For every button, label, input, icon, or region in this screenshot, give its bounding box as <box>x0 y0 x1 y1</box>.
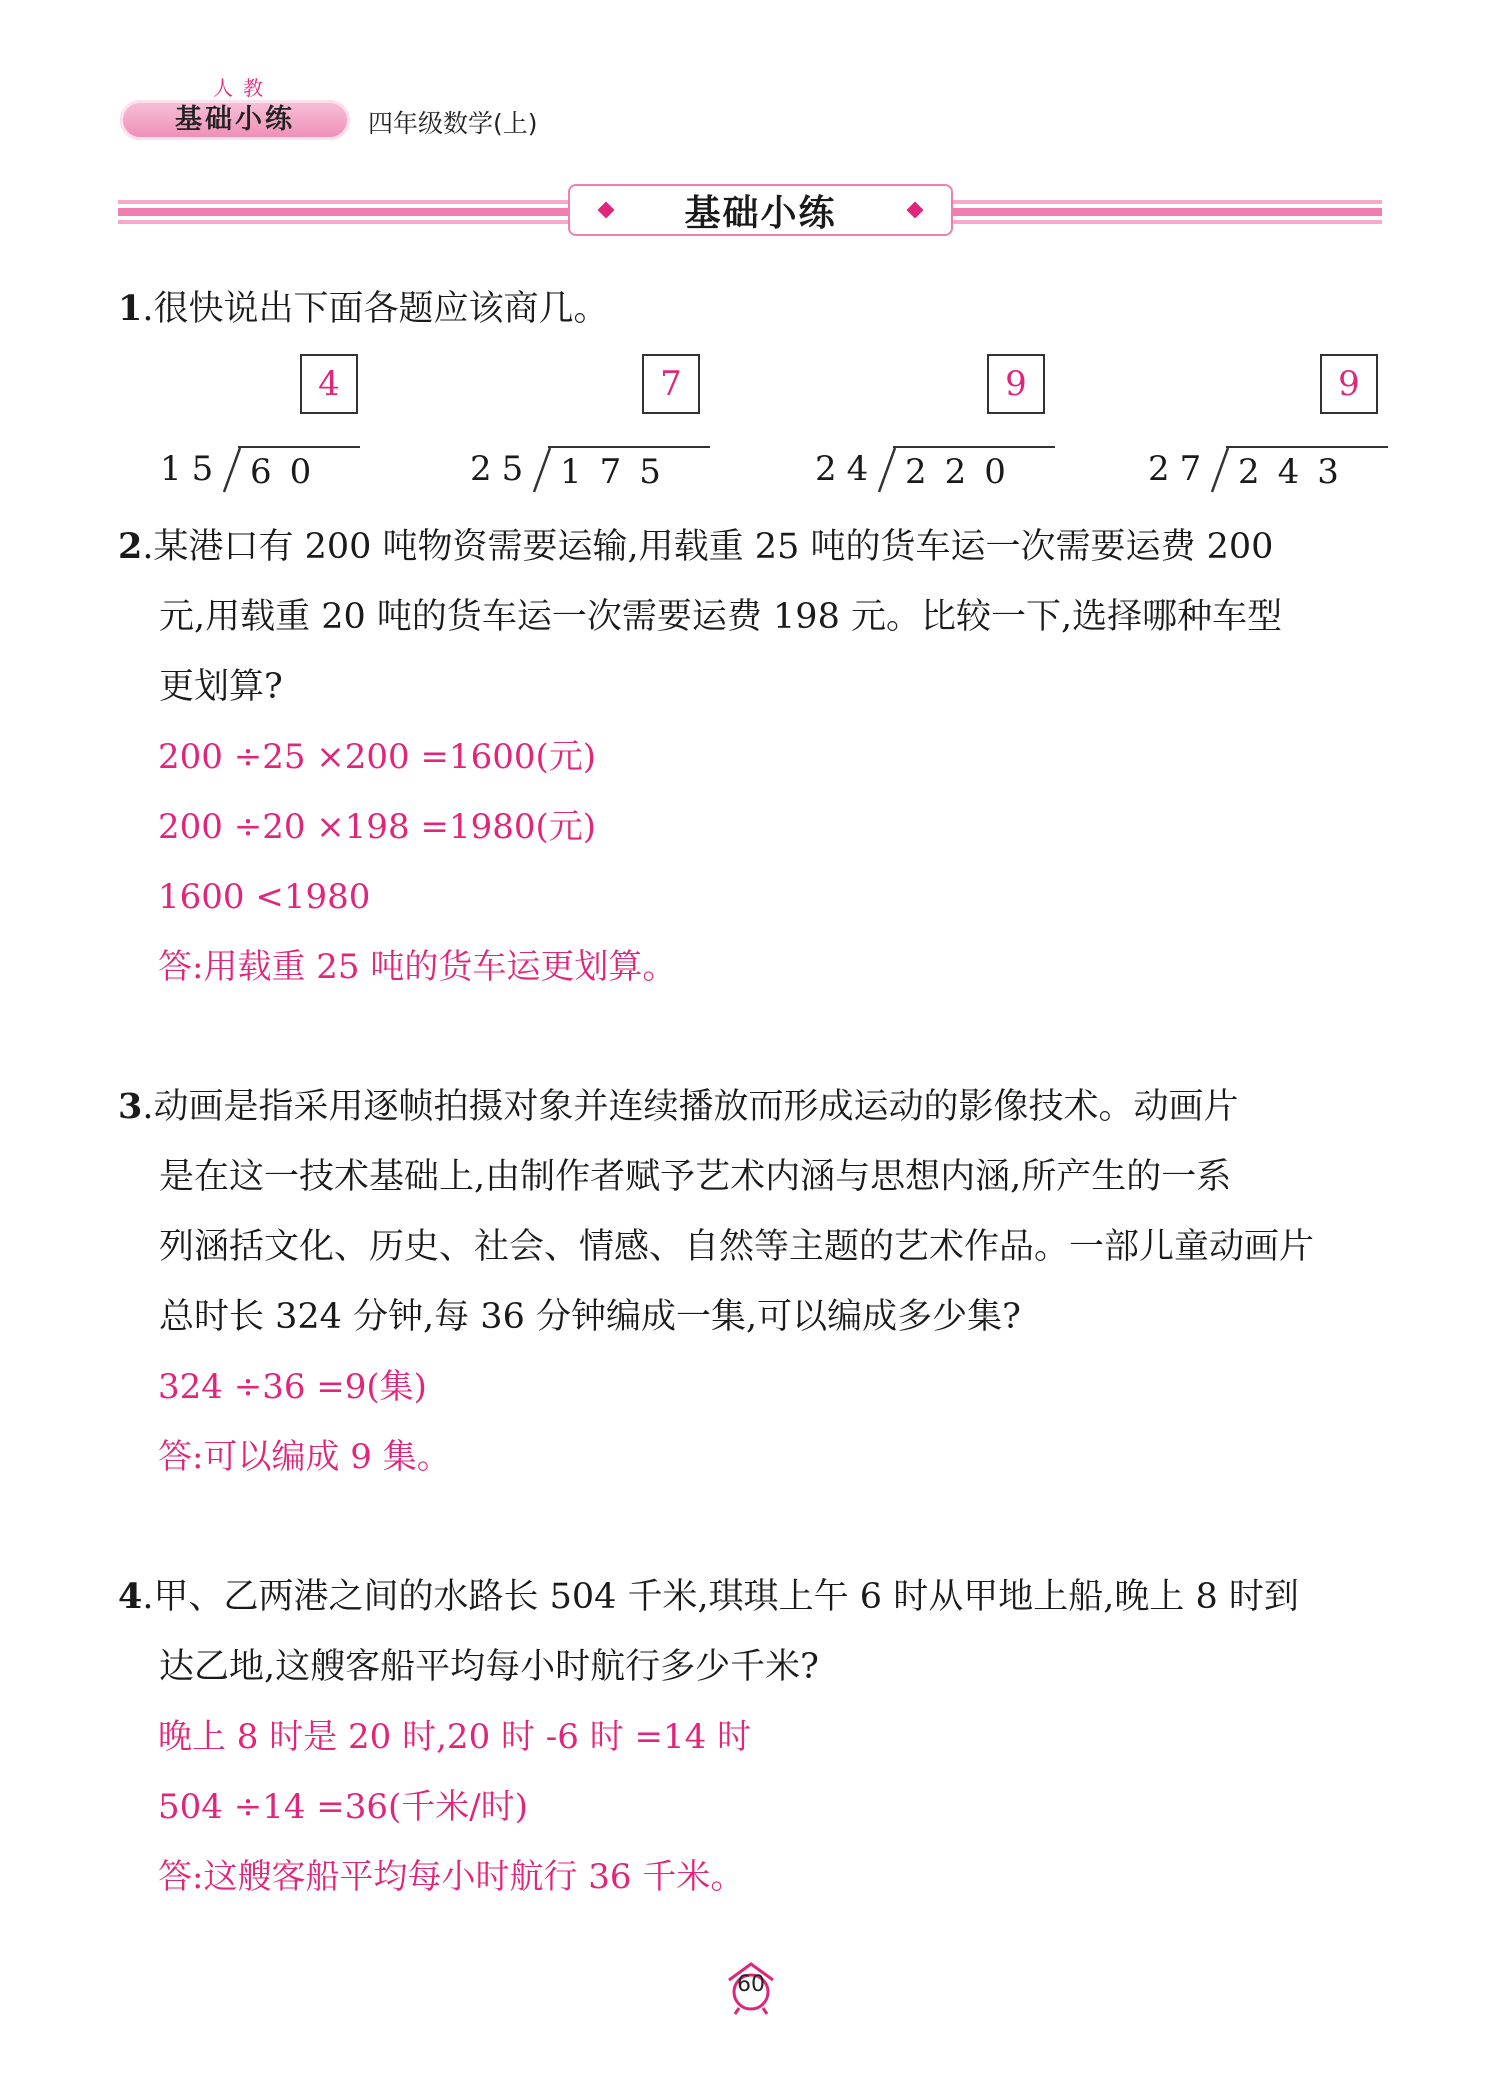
question-line: 总时长 324 分钟,每 36 分钟编成一集,可以编成多少集? <box>159 1297 1021 1337</box>
answer-line: 200 ÷25 ×200 =1600(元) <box>158 737 596 777</box>
section-title: 基础小练 <box>684 192 837 234</box>
dividend: 175 <box>548 446 710 492</box>
answer-line: 1600 <1980 <box>158 877 371 917</box>
question-line: 更划算? <box>159 667 283 707</box>
quotient-box: 7 <box>642 354 700 414</box>
diamond-icon <box>598 202 615 219</box>
question-line: 某港口有 200 吨物资需要运输,用载重 25 吨的货车运一次需要运费 200 <box>153 527 1274 567</box>
question-2: 2.某港口有 200 吨物资需要运输,用载重 25 吨的货车运一次需要运费 200 元,用载重 20 吨的货车运一次需要运费 198 元。比较一下,选择哪种车型 更划算? <box>118 512 1388 722</box>
dividend: 243 <box>1226 446 1388 492</box>
answer-line: 200 ÷20 ×198 =1980(元) <box>158 807 596 847</box>
divisor: 15 <box>160 449 224 489</box>
question-number: 1 <box>118 288 143 329</box>
dividend: 60 <box>238 446 360 492</box>
question-line: 达乙地,这艘客船平均每小时航行多少千米? <box>159 1647 819 1687</box>
page-number: 60 <box>737 1972 765 1997</box>
quotient-box: 9 <box>987 354 1045 414</box>
dividend: 220 <box>893 446 1055 492</box>
divisor: 24 <box>815 449 879 489</box>
answer-line: 晚上 8 时是 20 时,20 时 -6 时 =14 时 <box>158 1717 752 1757</box>
section-title-box <box>568 184 953 236</box>
diamond-icon <box>906 202 923 219</box>
question-line: 元,用载重 20 吨的货车运一次需要运费 198 元。比较一下,选择哪种车型 <box>159 597 1283 637</box>
divisor: 27 <box>1148 449 1212 489</box>
quotient-box: 9 <box>1320 354 1378 414</box>
answer-line: 504 ÷14 =36(千米/时) <box>158 1787 528 1827</box>
question-1: 1.很快说出下面各题应该商几。 <box>118 288 609 329</box>
question-line: 列涵括文化、历史、社会、情感、自然等主题的艺术作品。一部儿童动画片 <box>159 1227 1315 1267</box>
answer-statement: 答:可以编成 9 集。 <box>158 1437 451 1477</box>
answer-statement: 答:用载重 25 吨的货车运更划算。 <box>158 947 677 987</box>
publisher-label: 人教 <box>213 76 273 100</box>
question-number: 3 <box>118 1086 143 1127</box>
question-line: 动画是指采用逐帧拍摄对象并连续播放而形成运动的影像技术。动画片 <box>153 1087 1239 1127</box>
grade-label: 四年级数学(上) <box>368 109 538 138</box>
question-line: 是在这一技术基础上,由制作者赋予艺术内涵与思想内涵,所产生的一系 <box>159 1157 1232 1197</box>
question-line: 甲、乙两港之间的水路长 504 千米,琪琪上午 6 时从甲地上船,晚上 8 时到 <box>153 1577 1299 1617</box>
answer-statement: 答:这艘客船平均每小时航行 36 千米。 <box>158 1857 745 1897</box>
question-3: 3.动画是指采用逐帧拍摄对象并连续播放而形成运动的影像技术。动画片 是在这一技术基础上,由制作者赋予艺术内涵与思想内涵,所产生的一系 列涵括文化、历史、社会、情感、自然等主题的艺术作品。一部儿童动画片 总时长 324 分钟,每 36 分钟编成一集,可以编成多少集? <box>118 1072 1388 1352</box>
question-number: 2 <box>118 526 143 567</box>
divisor: 25 <box>470 449 534 489</box>
quotient-box: 4 <box>300 354 358 414</box>
brand-title: 基础小练 <box>175 104 295 135</box>
question-4: 4.甲、乙两港之间的水路长 504 千米,琪琪上午 6 时从甲地上船,晚上 8 时到 达乙地,这艘客船平均每小时航行多少千米? <box>118 1562 1388 1702</box>
question-number: 4 <box>118 1576 143 1617</box>
answer-line: 324 ÷36 =9(集) <box>158 1367 427 1407</box>
question-text: 很快说出下面各题应该商几。 <box>153 289 609 329</box>
